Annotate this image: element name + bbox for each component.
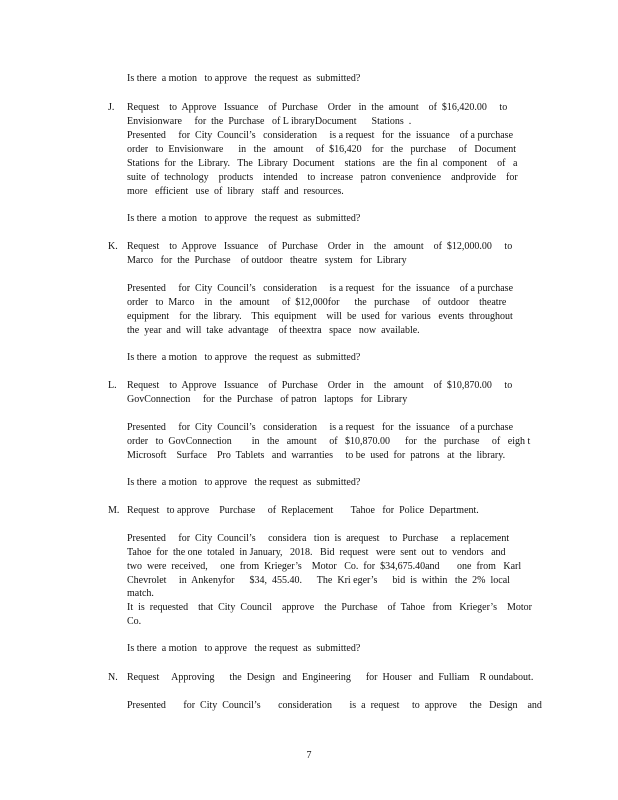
item-body-line: Stations for the Library. The Library Document stations are the fin al component of a [127,158,518,169]
motion-question: Is there a motion to approve the request as submitted? [127,352,361,363]
item-body-line: Tahoe for the one totaled in January, 2018. Bid request were sent out to vendors and [127,547,506,558]
motion-question: Is there a motion to approve the request as submitted? [127,73,361,84]
item-body-line: more efficient use of library staff and resources. [127,186,344,197]
item-body-line: Chevrolet in Ankenyfor $34, 455.40. The Kri eger’s bid is within the 2% local [127,575,510,586]
item-body-line: the year and will take advantage of theextra space now available. [127,325,420,336]
item-title-line: Request to Approve Issuance of Purchase Order in the amount of $16,420.00 to [127,102,508,113]
item-label-l: L. [108,380,117,391]
item-label-n: N. [108,672,118,683]
item-body-line: match. [127,588,154,599]
item-title-line: Request to approve Purchase of Replacement Tahoe for Police Department. [127,505,479,516]
item-title-line: Request Approving the Design and Engineering for Houser and Fulliam R oundabout. [127,672,534,683]
item-label-j: J. [108,102,115,113]
item-body-line: order to Envisionware in the amount of $16,420 for the purchase of Document [127,144,517,155]
item-body-line: Microsoft Surface Pro Tablets and warranties to be used for patrons at the library. [127,450,506,461]
item-body-line: order to GovConnection in the amount of $10,870.00 for the purchase of eigh t [127,436,531,447]
item-title-line: Marco for the Purchase of outdoor theatre system for Library [127,255,407,266]
item-body-line: Co. [127,616,142,627]
motion-question: Is there a motion to approve the request as submitted? [127,643,361,654]
page-number: 7 [306,750,312,761]
item-body-line: Presented for City Council’s considera tion is arequest to Purchase a replacement [127,533,510,544]
item-title-line: Request to Approve Issuance of Purchase Order in the amount of $10,870.00 to [127,380,513,391]
item-body-line: Presented for City Council’s consideration is a request for the issuance of a purchase [127,283,514,294]
item-title-line: Envisionware for the Purchase of L ibraryDocument Stations . [127,116,412,127]
item-title-line: Request to Approve Issuance of Purchase Order in the amount of $12,000.00 to [127,241,513,252]
item-label-m: M. [108,505,120,516]
item-body-line: suite of technology products intended to increase patron convenience andprovide for [127,172,518,183]
item-title-line: GovConnection for the Purchase of patron laptops for Library [127,394,408,405]
item-body-line: Presented for City Council’s consideration is a request for the issuance of a purchase [127,422,514,433]
item-body-line: equipment for the library. This equipment will be used for various events throughout [127,311,513,322]
item-body-line: Presented for City Council’s consideration is a request to approve the Design and [127,700,542,711]
motion-question: Is there a motion to approve the request as submitted? [127,477,361,488]
item-label-k: K. [108,241,118,252]
item-body-line: It is requested that City Council approve the Purchase of Tahoe from Krieger’s Motor [127,602,532,613]
item-body-line: order to Marco in the amount of $12,000for the purchase of outdoor theatre [127,297,507,308]
motion-question: Is there a motion to approve the request as submitted? [127,213,361,224]
item-body-line: Presented for City Council’s consideration is a request for the issuance of a purchase [127,130,514,141]
item-body-line: two were received, one from Krieger’s Motor Co. for $34,675.40and one from Karl [127,561,522,572]
